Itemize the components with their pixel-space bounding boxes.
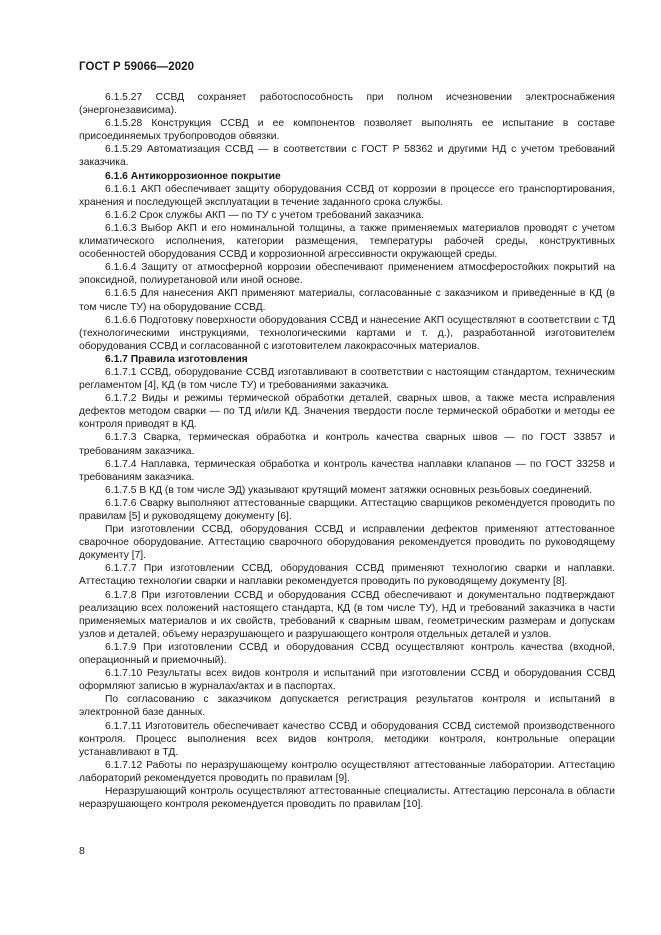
paragraph-6-1-7-10: 6.1.7.10 Результаты всех видов контроля и испытаний при изготовлении ССВД и оборудования ССВД оформляют записью в журналах/актах и в паспортах. — [79, 668, 615, 693]
paragraph-6-1-5-29: 6.1.5.29 Автоматизация ССВД — в соответствии с ГОСТ Р 58362 и другими НД с учетом требований заказчика. — [79, 144, 615, 169]
page-number: 8 — [79, 845, 85, 857]
paragraph-6-1-7-9: 6.1.7.9 При изготовлении ССВД и оборудования ССВД осуществляют контроль качества (входной, операционный и приемочный). — [79, 641, 615, 667]
paragraph-6-1-7-11: 6.1.7.11 Изготовитель обеспечивает качество ССВД и оборудования ССВД системой производственного контроля. Процесс выполнения всех видов контроля, методики контроля, контрольные операции устанавливают в ТД. — [79, 720, 615, 758]
paragraph-6-1-6-1: 6.1.6.1 АКП обеспечивает защиту оборудования ССВД от коррозии в процессе его транспортирования, хранения и последующей эксплуатации в течение заданного срока службы. — [79, 183, 615, 208]
paragraph-6-1-6-4: 6.1.6.4 Защиту от атмосферной коррозии обеспечивают применением атмосферостойких покрытий на эпоксидной, полиуретановой или иной основе. — [79, 262, 615, 287]
paragraph-6-1-7-8: 6.1.7.8 При изготовлении ССВД и оборудования ССВД обеспечивают и документально подтверждают реализацию всех положений настоящего стандарта, КД (в том числе ТУ), НД и требований заказчика в части применяемых материалов и их свойств, требований к сварным швам, геометрическим размерам и допускам узлов и деталей, объему неразрушающего и разрушающего контроля отдельных деталей и узлов. — [79, 589, 615, 640]
paragraph-6-1-6-3: 6.1.6.3 Выбор АКП и его номинальной толщины, а также применяемых материалов проводят с учетом климатического исполнения, категории размещения, температуры рабочей среды, конструктивных особенностей оборудования ССВД и коррозионной агрессивности окружающей среды. — [79, 222, 615, 261]
section-heading-6-1-6: 6.1.6 Антикоррозионное покрытие — [105, 170, 281, 182]
paragraph-6-1-7-2: 6.1.7.2 Виды и режимы термической обработки деталей, сварных швов, а также места исправления дефектов методом сварки — по ТД и/или КД. Значения твердости после термической обработки и методы ее контроля приводят в КД. — [79, 393, 615, 431]
paragraph-6-1-7-4: 6.1.7.4 Наплавка, термическая обработка и контроль качества наплавки клапанов — по ГОСТ 33258 и требованиям заказчика. — [79, 458, 615, 483]
paragraph-6-1-7-7: 6.1.7.7 При изготовлении ССВД, оборудования ССВД применяют технологию сварки и наплавки. Аттестацию технологии сварки и наплавки рекомендуется проводить по руководящему документу [8]. — [79, 563, 615, 588]
paragraph-6-1-7-12: 6.1.7.12 Работы по неразрушающему контролю осуществляют аттестованные лаборатории. Аттестацию лабораторий рекомендуется проводить по правилам [9]. — [79, 759, 615, 784]
paragraph-6-1-7-1: 6.1.7.1 ССВД, оборудование ССВД изготавливают в соответствии с настоящим стандартом, техническим регламентом [4], КД (в том числе ТУ) и требованиями заказчика. — [79, 366, 615, 392]
paragraph-6-1-7-10-cont: По согласованию с заказчиком допускается регистрация результатов контроля и испытаний в электронной базе данных. — [79, 694, 615, 719]
paragraph-6-1-7-6: 6.1.7.6 Сварку выполняют аттестованные сварщики. Аттестацию сварщиков рекомендуется проводить по правилам [5] и руководящему документу [6]. — [79, 497, 615, 522]
paragraph-6-1-6-2: 6.1.6.2 Срок службы АКП — по ТУ с учетом требований заказчика. — [105, 209, 424, 221]
paragraph-6-1-6-6: 6.1.6.6 Подготовку поверхности оборудования ССВД и нанесение АКП осуществляют в соответствии с ТД (технологическими инструкциями, технологическими картами и т. д.), разработанной изготовителем оборудования ССВД и согласованной с изготовителем лакокрасочных материалов. — [79, 314, 615, 352]
body-text — [79, 91, 615, 811]
standard-header: ГОСТ Р 59066—2020 — [79, 61, 195, 73]
paragraph-6-1-5-28: 6.1.5.28 Конструкция ССВД и ее компонентов позволяет выполнять ее испытание в составе присоединяемых трубопроводов обвязки. — [79, 118, 615, 143]
section-heading-6-1-7: 6.1.7 Правила изготовления — [105, 353, 248, 365]
paragraph-6-1-7-3: 6.1.7.3 Сварка, термическая обработка и контроль качества сварных швов — по ГОСТ 33857 и требованиям заказчика. — [79, 432, 615, 457]
paragraph-6-1-7-6-cont: При изготовлении ССВД, оборудования ССВД и исправлении дефектов применяют аттестованное сварочное оборудование. Аттестацию сварочного оборудования рекомендуется проводить по руководящему документу [7]. — [79, 524, 615, 562]
paragraph-6-1-5-27: 6.1.5.27 ССВД сохраняет работоспособность при полном исчезновении электроснабжения (энергонезависима). — [79, 92, 615, 117]
paragraph-6-1-7-12-cont: Неразрушающий контроль осуществляют аттестованные специалисты. Аттестацию персонала в области неразрушающего контроля рекомендуется проводить по правилам [10]. — [79, 785, 615, 811]
paragraph-6-1-7-5: 6.1.7.5 В КД (в том числе ЭД) указывают крутящий момент затяжки основных резьбовых соединений. — [105, 484, 593, 496]
paragraph-6-1-6-5: 6.1.6.5 Для нанесения АКП применяют материалы, согласованные с заказчиком и приведенные в КД (в том числе ТУ) на оборудование ССВД. — [79, 288, 615, 313]
